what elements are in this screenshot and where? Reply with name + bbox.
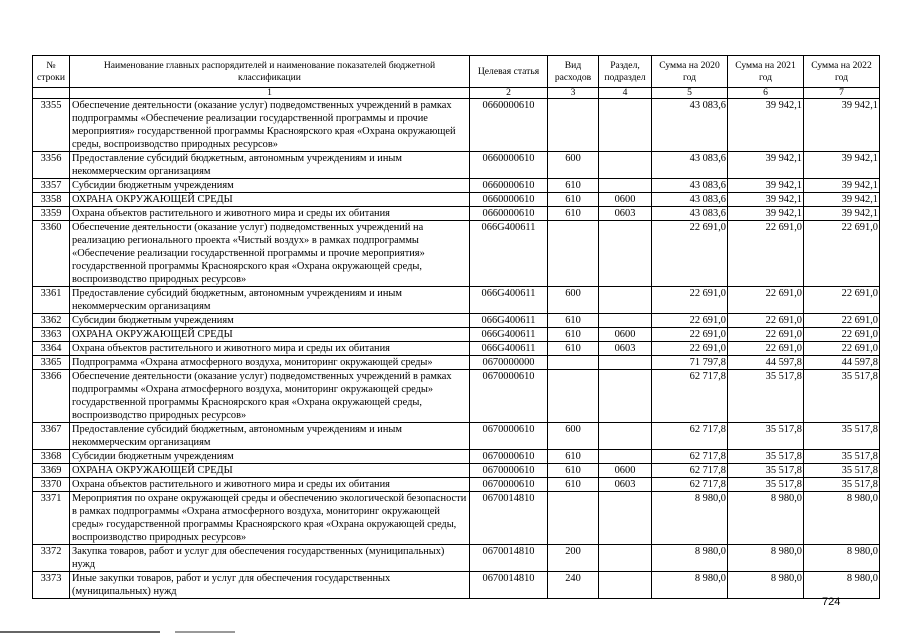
section-cell: [599, 99, 652, 152]
expense-type-cell: 610: [548, 193, 599, 207]
table-row: [33, 545, 880, 572]
footer-rule: [175, 631, 235, 633]
section-cell: 0603: [599, 342, 652, 356]
expense-type-cell: [548, 99, 599, 152]
table-row: [33, 221, 880, 287]
target-article-cell: 066G400611: [470, 287, 548, 314]
target-article-cell: 0660000610: [470, 207, 548, 221]
sum-2022-cell: 8 980,0: [804, 545, 880, 572]
target-article-cell: 066G400611: [470, 221, 548, 287]
row-number-cell: 3358: [33, 193, 70, 207]
target-article-cell: 0670000610: [470, 478, 548, 492]
table-row: [33, 179, 880, 193]
sum-2022-cell: 35 517,8: [804, 450, 880, 464]
sum-2022-cell: 44 597,8: [804, 356, 880, 370]
sum-2022-cell: 35 517,8: [804, 370, 880, 423]
table-row: [33, 328, 880, 342]
column-number: 7: [804, 88, 880, 99]
sum-2020-cell: 43 083,6: [652, 179, 728, 193]
name-cell: ОХРАНА ОКРУЖАЮЩЕЙ СРЕДЫ: [70, 328, 470, 342]
sum-2021-cell: 8 980,0: [728, 572, 804, 599]
sum-2022-cell: 39 942,1: [804, 193, 880, 207]
expense-type-cell: 610: [548, 342, 599, 356]
table-row: [33, 478, 880, 492]
sum-2020-cell: 43 083,6: [652, 193, 728, 207]
target-article-cell: 0660000610: [470, 179, 548, 193]
target-article-cell: 0670000610: [470, 370, 548, 423]
section-cell: [599, 370, 652, 423]
column-number: 3: [548, 88, 599, 99]
expense-type-cell: 610: [548, 179, 599, 193]
sum-2020-cell: 62 717,8: [652, 370, 728, 423]
table-row: [33, 464, 880, 478]
expense-type-cell: [548, 356, 599, 370]
sum-2021-cell: 22 691,0: [728, 287, 804, 314]
sum-2022-cell: 8 980,0: [804, 572, 880, 599]
header-target-article: Целевая статья: [470, 56, 548, 88]
sum-2020-cell: 43 083,6: [652, 152, 728, 179]
section-cell: 0600: [599, 464, 652, 478]
column-number-row: [33, 88, 880, 99]
sum-2022-cell: 39 942,1: [804, 99, 880, 152]
name-cell: Охрана объектов растительного и животного мира и среды их обитания: [70, 342, 470, 356]
table-row: [33, 287, 880, 314]
header-sum-2022: Сумма на 2022 год: [804, 56, 880, 88]
table-row: [33, 152, 880, 179]
target-article-cell: 0660000610: [470, 99, 548, 152]
table-row: [33, 207, 880, 221]
section-cell: [599, 287, 652, 314]
target-article-cell: 0670014810: [470, 492, 548, 545]
sum-2020-cell: 8 980,0: [652, 545, 728, 572]
sum-2021-cell: 8 980,0: [728, 492, 804, 545]
sum-2022-cell: 22 691,0: [804, 221, 880, 287]
header-row-number: № строки: [33, 56, 70, 88]
table-row: [33, 370, 880, 423]
sum-2022-cell: 35 517,8: [804, 464, 880, 478]
sum-2020-cell: 62 717,8: [652, 464, 728, 478]
sum-2021-cell: 22 691,0: [728, 342, 804, 356]
column-number: 1: [70, 88, 470, 99]
row-number-cell: 3366: [33, 370, 70, 423]
expense-type-cell: 610: [548, 478, 599, 492]
row-number-cell: 3371: [33, 492, 70, 545]
section-cell: 0603: [599, 478, 652, 492]
table-row: [33, 314, 880, 328]
row-number-cell: 3357: [33, 179, 70, 193]
name-cell: Обеспечение деятельности (оказание услуг) подведомственных учреждений в рамках подпрограммы «Обеспечение реализации государственной программы и прочие мероприятия» государственной программы Красноярского края «Охрана окружающей среды, воспроизводство природных ресурсов»: [70, 99, 470, 152]
expense-type-cell: 200: [548, 545, 599, 572]
section-cell: 0600: [599, 328, 652, 342]
sum-2022-cell: 35 517,8: [804, 423, 880, 450]
row-number-cell: 3363: [33, 328, 70, 342]
sum-2020-cell: 62 717,8: [652, 450, 728, 464]
sum-2020-cell: 22 691,0: [652, 342, 728, 356]
sum-2021-cell: 8 980,0: [728, 545, 804, 572]
header-name: Наименование главных распорядителей и наименование показателей бюджетной классификации: [70, 56, 470, 88]
sum-2020-cell: 71 797,8: [652, 356, 728, 370]
section-cell: 0600: [599, 193, 652, 207]
name-cell: Субсидии бюджетным учреждениям: [70, 450, 470, 464]
target-article-cell: 066G400611: [470, 342, 548, 356]
header-sum-2021: Сумма на 2021 год: [728, 56, 804, 88]
name-cell: ОХРАНА ОКРУЖАЮЩЕЙ СРЕДЫ: [70, 464, 470, 478]
section-cell: [599, 314, 652, 328]
expense-type-cell: [548, 370, 599, 423]
expense-type-cell: 610: [548, 464, 599, 478]
target-article-cell: 0670000610: [470, 423, 548, 450]
section-cell: [599, 545, 652, 572]
table-body: [33, 99, 880, 599]
table-row: [33, 342, 880, 356]
table-row: [33, 572, 880, 599]
sum-2020-cell: 8 980,0: [652, 492, 728, 545]
sum-2021-cell: 39 942,1: [728, 99, 804, 152]
name-cell: Обеспечение деятельности (оказание услуг) подведомственных учреждений на реализацию регионального проекта «Чистый воздух» в рамках подпрограммы «Обеспечение реализации государственной программы и прочие мероприятия» государственной программы Красноярского края «Охрана окружающей среды, воспроизводство природных ресурсов»: [70, 221, 470, 287]
section-cell: [599, 423, 652, 450]
name-cell: Субсидии бюджетным учреждениям: [70, 314, 470, 328]
section-cell: [599, 152, 652, 179]
page-number: 724: [822, 596, 841, 608]
name-cell: Закупка товаров, работ и услуг для обеспечения государственных (муниципальных) нужд: [70, 545, 470, 572]
sum-2021-cell: 22 691,0: [728, 221, 804, 287]
target-article-cell: 0670014810: [470, 572, 548, 599]
sum-2020-cell: 22 691,0: [652, 328, 728, 342]
sum-2022-cell: 39 942,1: [804, 207, 880, 221]
row-number-cell: 3365: [33, 356, 70, 370]
target-article-cell: 0660000610: [470, 152, 548, 179]
sum-2020-cell: 8 980,0: [652, 572, 728, 599]
expense-type-cell: 600: [548, 152, 599, 179]
name-cell: Предоставление субсидий бюджетным, автономным учреждениям и иным некоммерческим организациям: [70, 152, 470, 179]
table-row: [33, 423, 880, 450]
row-number-cell: 3369: [33, 464, 70, 478]
sum-2020-cell: 62 717,8: [652, 478, 728, 492]
column-number: 2: [470, 88, 548, 99]
section-cell: [599, 179, 652, 193]
sum-2021-cell: 35 517,8: [728, 464, 804, 478]
sum-2021-cell: 39 942,1: [728, 179, 804, 193]
sum-2022-cell: 22 691,0: [804, 328, 880, 342]
expense-type-cell: 610: [548, 450, 599, 464]
name-cell: Субсидии бюджетным учреждениям: [70, 179, 470, 193]
section-cell: 0603: [599, 207, 652, 221]
column-number: 6: [728, 88, 804, 99]
section-cell: [599, 356, 652, 370]
name-cell: Охрана объектов растительного и животного мира и среды их обитания: [70, 207, 470, 221]
column-number-empty: [33, 88, 70, 99]
header-expense-type: Вид расходов: [548, 56, 599, 88]
row-number-cell: 3367: [33, 423, 70, 450]
table-row: [33, 99, 880, 152]
table-row: [33, 356, 880, 370]
name-cell: ОХРАНА ОКРУЖАЮЩЕЙ СРЕДЫ: [70, 193, 470, 207]
sum-2021-cell: 44 597,8: [728, 356, 804, 370]
sum-2021-cell: 39 942,1: [728, 152, 804, 179]
sum-2020-cell: 43 083,6: [652, 207, 728, 221]
target-article-cell: 0670000610: [470, 450, 548, 464]
sum-2021-cell: 39 942,1: [728, 207, 804, 221]
footer-rule: [0, 631, 160, 633]
sum-2022-cell: 35 517,8: [804, 478, 880, 492]
sum-2020-cell: 62 717,8: [652, 423, 728, 450]
sum-2021-cell: 35 517,8: [728, 423, 804, 450]
section-cell: [599, 572, 652, 599]
expense-type-cell: 610: [548, 328, 599, 342]
section-cell: [599, 221, 652, 287]
column-number: 5: [652, 88, 728, 99]
row-number-cell: 3364: [33, 342, 70, 356]
sum-2020-cell: 22 691,0: [652, 221, 728, 287]
target-article-cell: 0670000000: [470, 356, 548, 370]
row-number-cell: 3359: [33, 207, 70, 221]
sum-2021-cell: 35 517,8: [728, 450, 804, 464]
expense-type-cell: 610: [548, 207, 599, 221]
target-article-cell: 0670000610: [470, 464, 548, 478]
header-section: Раздел, подраздел: [599, 56, 652, 88]
sum-2021-cell: 39 942,1: [728, 193, 804, 207]
section-cell: [599, 492, 652, 545]
sum-2022-cell: 22 691,0: [804, 314, 880, 328]
expense-type-cell: [548, 492, 599, 545]
row-number-cell: 3362: [33, 314, 70, 328]
sum-2020-cell: 22 691,0: [652, 314, 728, 328]
table-row: [33, 193, 880, 207]
sum-2021-cell: 22 691,0: [728, 314, 804, 328]
name-cell: Подпрограмма «Охрана атмосферного воздуха, мониторинг окружающей среды»: [70, 356, 470, 370]
target-article-cell: 066G400611: [470, 328, 548, 342]
row-number-cell: 3361: [33, 287, 70, 314]
target-article-cell: 0670014810: [470, 545, 548, 572]
sum-2020-cell: 43 083,6: [652, 99, 728, 152]
header-sum-2020: Сумма на 2020 год: [652, 56, 728, 88]
name-cell: Предоставление субсидий бюджетным, автономным учреждениям и иным некоммерческим организациям: [70, 423, 470, 450]
expense-type-cell: 600: [548, 287, 599, 314]
expense-type-cell: 240: [548, 572, 599, 599]
sum-2022-cell: 8 980,0: [804, 492, 880, 545]
target-article-cell: 066G400611: [470, 314, 548, 328]
row-number-cell: 3355: [33, 99, 70, 152]
header-row: [33, 56, 880, 88]
row-number-cell: 3368: [33, 450, 70, 464]
sum-2022-cell: 39 942,1: [804, 152, 880, 179]
expense-type-cell: [548, 221, 599, 287]
sum-2022-cell: 22 691,0: [804, 287, 880, 314]
sum-2020-cell: 22 691,0: [652, 287, 728, 314]
sum-2021-cell: 35 517,8: [728, 370, 804, 423]
expense-type-cell: 600: [548, 423, 599, 450]
table-row: [33, 492, 880, 545]
sum-2022-cell: 39 942,1: [804, 179, 880, 193]
expense-type-cell: 610: [548, 314, 599, 328]
row-number-cell: 3372: [33, 545, 70, 572]
table-row: [33, 450, 880, 464]
sum-2021-cell: 22 691,0: [728, 328, 804, 342]
name-cell: Охрана объектов растительного и животного мира и среды их обитания: [70, 478, 470, 492]
section-cell: [599, 450, 652, 464]
name-cell: Предоставление субсидий бюджетным, автономным учреждениям и иным некоммерческим организациям: [70, 287, 470, 314]
row-number-cell: 3370: [33, 478, 70, 492]
sum-2022-cell: 22 691,0: [804, 342, 880, 356]
target-article-cell: 0660000610: [470, 193, 548, 207]
budget-table: [32, 55, 880, 599]
name-cell: Обеспечение деятельности (оказание услуг) подведомственных учреждений в рамках подпрограммы «Охрана атмосферного воздуха, мониторинг окружающей среды» государственной программы Красноярского края «Охрана окружающей среды, воспроизводство природных ресурсов»: [70, 370, 470, 423]
column-number: 4: [599, 88, 652, 99]
name-cell: Мероприятия по охране окружающей среды и обеспечению экологической безопасности в рамках подпрограммы «Охрана атмосферного воздуха, мониторинг окружающей среды» государственной программы Красноярского края «Охрана окружающей среды, воспроизводство природных ресурсов»: [70, 492, 470, 545]
row-number-cell: 3356: [33, 152, 70, 179]
sum-2021-cell: 35 517,8: [728, 478, 804, 492]
row-number-cell: 3373: [33, 572, 70, 599]
row-number-cell: 3360: [33, 221, 70, 287]
name-cell: Иные закупки товаров, работ и услуг для обеспечения государственных (муниципальных) нужд: [70, 572, 470, 599]
